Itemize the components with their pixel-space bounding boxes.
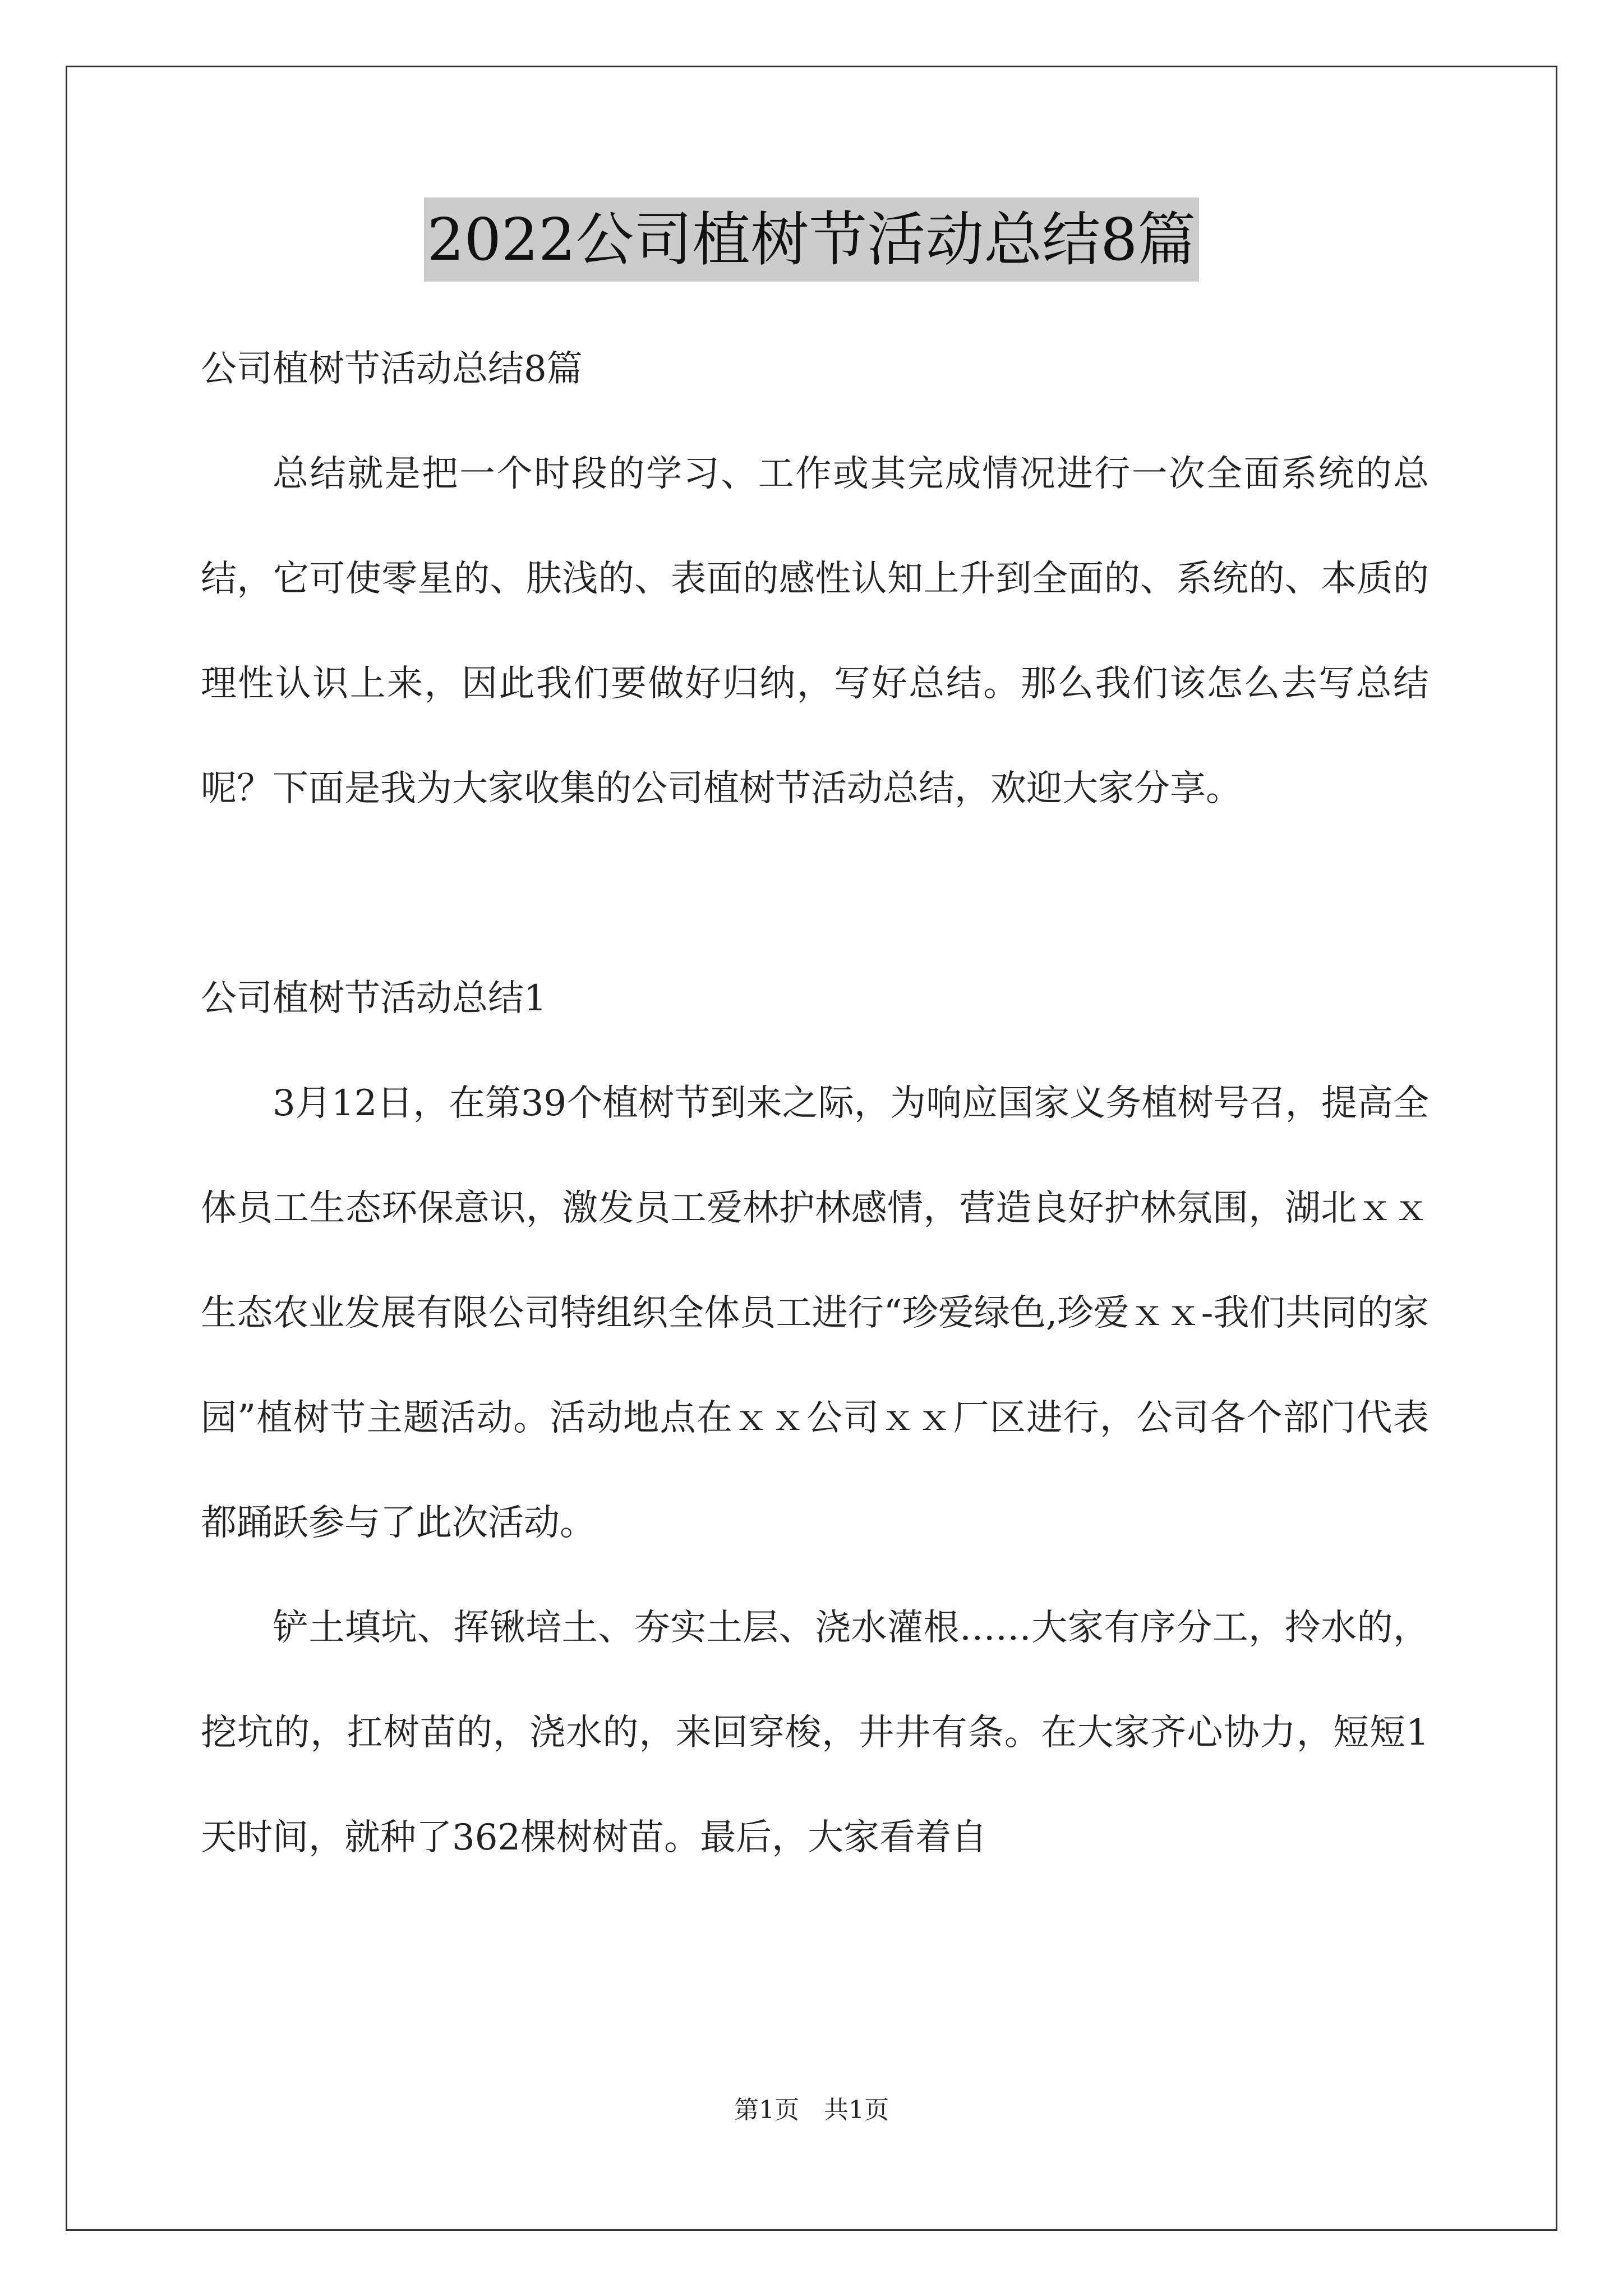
document-title: 2022公司植树节活动总结8篇 [424,197,1200,282]
intro-paragraph: 总结就是把一个时段的学习、工作或其完成情况进行一次全面系统的总结，它可使零星的、肤浅的、表面的感性认知上升到全面的、系统的、本质的理性认识上来，因此我们要做好归纳，写好总结。那么我们该怎么去写总结呢？下面是我为大家收集的公司植树节活动总结，欢迎大家分享。 [201,453,1429,809]
document-body [201,317,1429,1890]
title-container [0,197,1623,282]
section1-paragraph-2: 铲土填坑、挥锹培土、夯实土层、浇水灌根……大家有序分工，拎水的，挖坑的，扛树苗的，浇水的，来回穿梭，井井有条。在大家齐心协力，短短1天时间，就种了362棵树树苗。最后，大家看着自 [201,1607,1429,1858]
section1-heading: 公司植树节活动总结1 [201,978,547,1019]
page-footer: 第1页 共1页 [734,2096,889,2124]
intro-heading: 公司植树节活动总结8篇 [201,348,583,390]
section1-paragraph-1: 3月12日，在第39个植树节到来之际，为响应国家义务植树号召，提高全体员工生态环保意识，激发员工爱林护林感情，营造良好护林氛围，湖北ｘｘ生态农业发展有限公司特组织全体员工进行“珍爱绿色,珍爱ｘｘ-我们共同的家园”植树节主题活动。活动地点在ｘｘ公司ｘｘ厂区进行，公司各个部门代表都踊跃参与了此次活动。 [201,1083,1429,1544]
section-spacer [201,841,1429,946]
